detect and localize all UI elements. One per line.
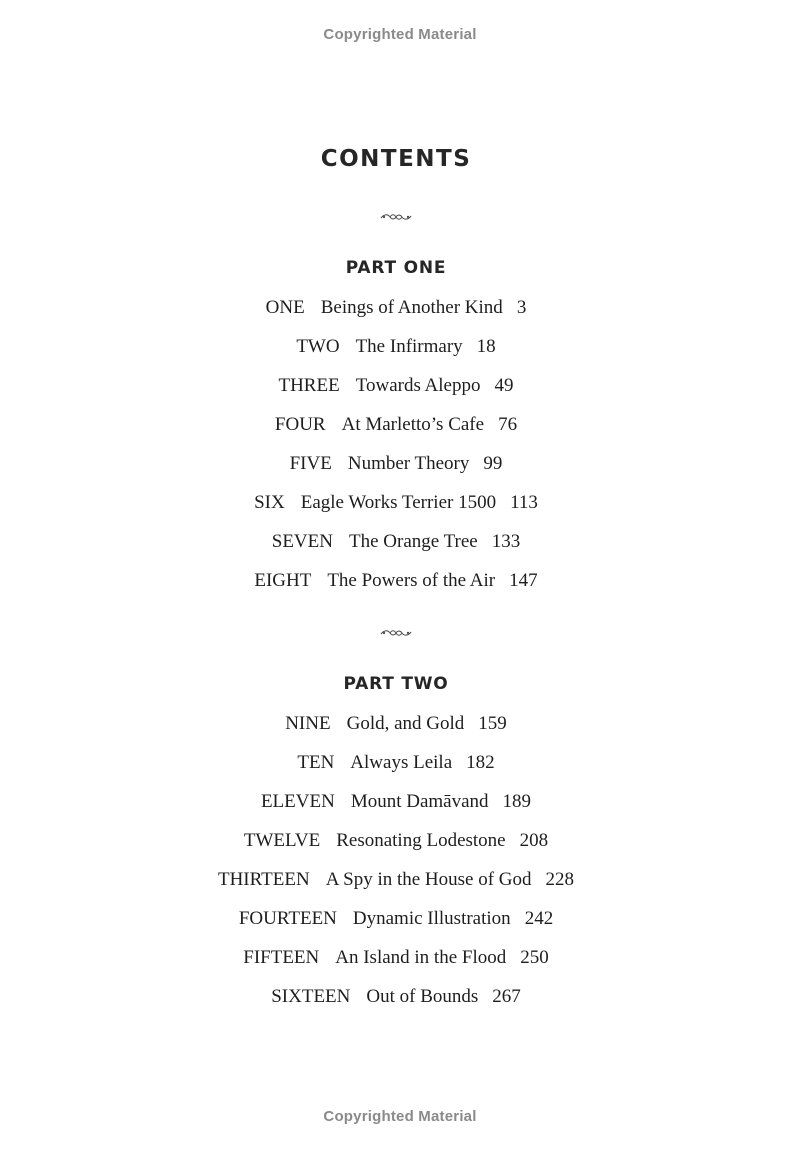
chapter-title: An Island in the Flood xyxy=(335,947,507,968)
toc-entry[interactable] xyxy=(0,530,792,569)
chapter-page-number: 18 xyxy=(476,336,496,357)
chapter-page-number: 182 xyxy=(466,752,495,773)
toc-entry[interactable] xyxy=(0,335,792,374)
chapter-number: ONE xyxy=(265,297,305,318)
toc-entry[interactable] xyxy=(0,751,792,790)
chapter-title: Resonating Lodestone xyxy=(336,830,506,851)
chapter-title: The Infirmary xyxy=(355,336,463,357)
chapter-title: Number Theory xyxy=(347,453,470,474)
fleuron-ornament-icon xyxy=(380,628,412,638)
chapter-number: SIXTEEN xyxy=(271,986,351,1007)
chapter-title: Out of Bounds xyxy=(366,986,479,1007)
chapter-number: NINE xyxy=(285,713,331,734)
chapter-number: SEVEN xyxy=(271,531,333,552)
chapter-number: FOURTEEN xyxy=(238,908,337,929)
toc-entry[interactable] xyxy=(0,907,792,946)
chapter-title: Gold, and Gold xyxy=(346,713,465,734)
chapter-page-number: 242 xyxy=(524,908,554,929)
chapter-page-number: 267 xyxy=(492,986,521,1007)
toc-part-two-list xyxy=(0,712,792,1024)
part-one-heading: PART ONE xyxy=(345,258,447,278)
chapter-page-number: 49 xyxy=(494,375,514,396)
chapter-page-number: 189 xyxy=(502,791,532,812)
chapter-page-number: 3 xyxy=(516,297,527,318)
chapter-title: Dynamic Illustration xyxy=(352,908,511,929)
chapter-title: Always Leila xyxy=(350,752,453,773)
chapter-number: TWELVE xyxy=(243,830,321,851)
toc-part-one-list xyxy=(0,296,792,608)
chapter-number: EIGHT xyxy=(254,570,312,591)
toc-entry[interactable] xyxy=(0,712,792,751)
toc-entry[interactable] xyxy=(0,296,792,335)
fleuron-ornament-icon xyxy=(380,212,412,222)
chapter-title: At Marletto’s Cafe xyxy=(341,414,485,435)
chapter-number: FOUR xyxy=(274,414,326,435)
toc-entry[interactable] xyxy=(0,985,792,1024)
chapter-number: THIRTEEN xyxy=(217,869,310,890)
chapter-number: FIVE xyxy=(289,453,332,474)
toc-entry[interactable] xyxy=(0,374,792,413)
chapter-title: The Orange Tree xyxy=(348,531,478,552)
chapter-number: ELEVEN xyxy=(260,791,335,812)
part-two-heading: PART TWO xyxy=(343,674,449,694)
toc-entry[interactable] xyxy=(0,569,792,608)
chapter-number: TWO xyxy=(296,336,340,357)
chapter-number: SIX xyxy=(254,492,285,513)
chapter-page-number: 99 xyxy=(483,453,503,474)
toc-entry[interactable] xyxy=(0,868,792,907)
chapter-title: Eagle Works Terrier 1500 xyxy=(300,492,497,513)
toc-entry[interactable] xyxy=(0,413,792,452)
chapter-title: A Spy in the House of God xyxy=(325,869,532,890)
chapter-number: THREE xyxy=(278,375,340,396)
chapter-title: Beings of Another Kind xyxy=(320,297,503,318)
chapter-title: The Powers of the Air xyxy=(327,570,496,591)
chapter-number: TEN xyxy=(297,752,335,773)
chapter-title: Towards Aleppo xyxy=(355,375,481,396)
toc-entry[interactable] xyxy=(0,829,792,868)
chapter-page-number: 250 xyxy=(520,947,549,968)
chapter-page-number: 228 xyxy=(545,869,575,890)
toc-entry[interactable] xyxy=(0,491,792,530)
chapter-title: Mount Damāvand xyxy=(350,791,489,812)
chapter-page-number: 208 xyxy=(519,830,549,851)
chapter-page-number: 133 xyxy=(491,531,521,552)
contents-title: CONTENTS xyxy=(320,146,472,172)
copyright-watermark-bottom: Copyrighted Material xyxy=(323,1108,477,1125)
chapter-number: FIFTEEN xyxy=(243,947,320,968)
chapter-page-number: 159 xyxy=(478,713,507,734)
toc-entry[interactable] xyxy=(0,452,792,491)
toc-entry[interactable] xyxy=(0,790,792,829)
chapter-page-number: 113 xyxy=(510,492,538,513)
toc-entry[interactable] xyxy=(0,946,792,985)
copyright-watermark-top: Copyrighted Material xyxy=(323,26,477,43)
chapter-page-number: 147 xyxy=(509,570,538,591)
chapter-page-number: 76 xyxy=(498,414,518,435)
